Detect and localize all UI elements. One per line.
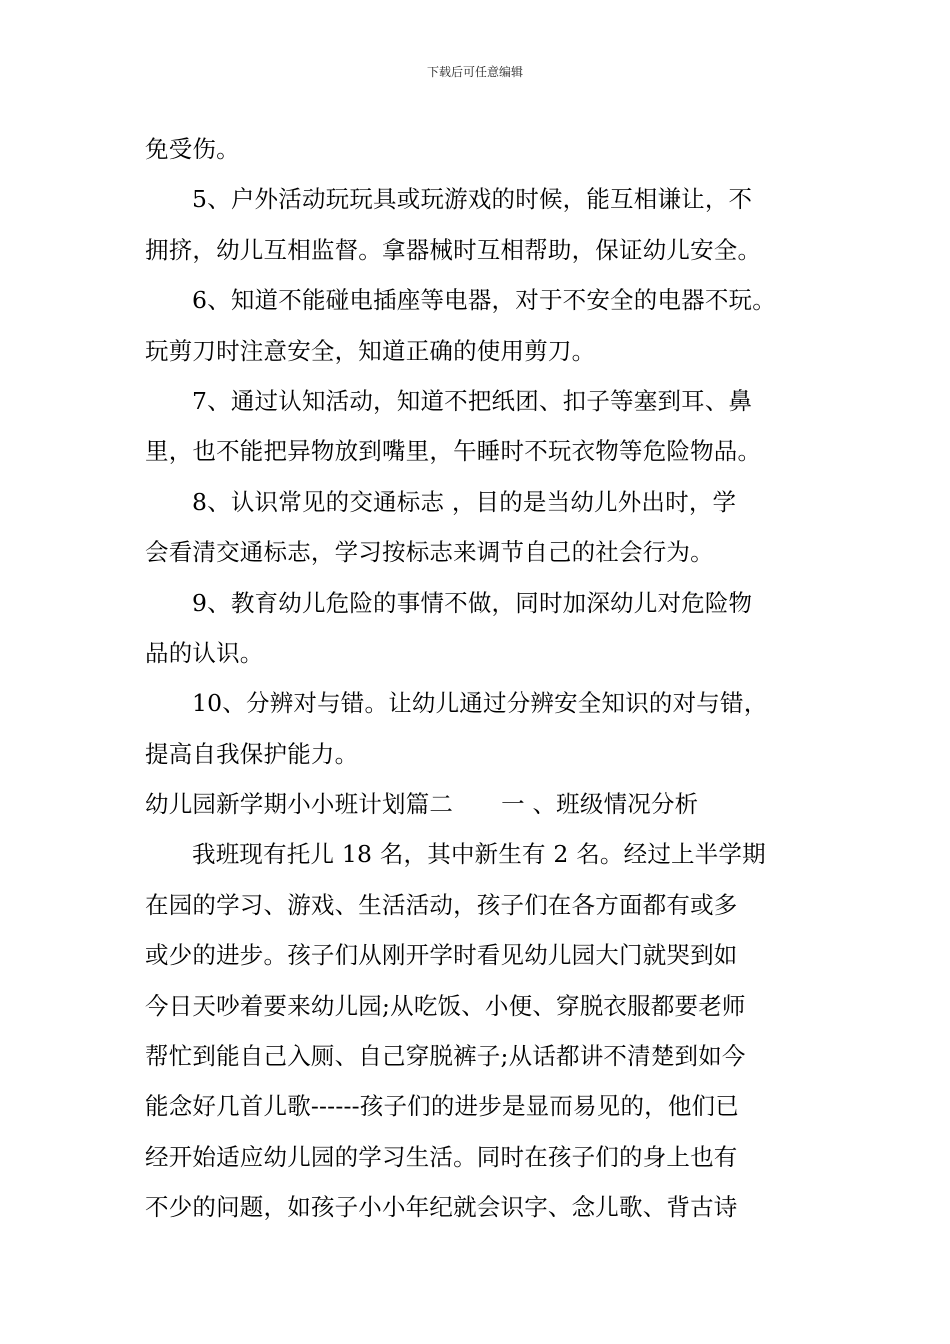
- text-line: 7、通过认知活动，知道不把纸团、扣子等塞到耳、鼻: [192, 386, 753, 415]
- text-line: 不少的问题，如孩子小小年纪就会识字、念儿歌、背古诗: [145, 1193, 738, 1222]
- text-line: 玩剪刀时注意安全，知道正确的使用剪刀。: [145, 336, 596, 365]
- text-line: 8、认识常见的交通标志 ，目的是当幼儿外出时，学: [192, 487, 737, 516]
- section-subtitle: 一 、班级情况分析: [501, 790, 699, 819]
- text-line: 能念好几首儿歌------孩子们的进步是显而易见的，他们已: [145, 1092, 739, 1121]
- text-line: 帮忙到能自己入厕、自己穿脱裤子;从话都讲不清楚到如今: [145, 1042, 746, 1071]
- text-line: 经开始适应幼儿园的学习生活。同时在孩子们的身上也有: [145, 1142, 738, 1171]
- text-line: 在园的学习、游戏、生活活动，孩子们在各方面都有或多: [145, 890, 738, 919]
- text-line: 或少的进步。孩子们从刚开学时看见幼儿园大门就哭到如: [145, 941, 738, 970]
- text-line: 拥挤，幼儿互相监督。拿器械时互相帮助，保证幼儿安全。: [145, 235, 762, 264]
- text-line: 免受伤。: [145, 135, 240, 163]
- text-line: 品的认识。: [145, 638, 264, 667]
- section-heading: [145, 779, 810, 829]
- text-line: 5、户外活动玩玩具或玩游戏的时候，能互相谦让，不: [192, 185, 753, 214]
- text-line: 会看清交通标志，学习按标志来调节自己的社会行为。: [145, 538, 714, 567]
- document-body: [145, 124, 810, 1233]
- page-header: 下载后可任意编辑: [426, 65, 523, 79]
- text-line: 我班现有托儿 18 名，其中新生有 2 名。经过上半学期: [192, 840, 766, 869]
- text-line: 6、知道不能碰电插座等电器，对于不安全的电器不玩。: [192, 286, 776, 315]
- text-line: 里，也不能把异物放到嘴里，午睡时不玩衣物等危险物品。: [145, 437, 762, 466]
- text-line: 9、教育幼儿危险的事情不做，同时加深幼儿对危险物: [192, 588, 753, 617]
- section-title: 幼儿园新学期小小班计划篇二: [145, 790, 454, 819]
- text-line: 今日天吵着要来幼儿园;从吃饭、小便、穿脱衣服都要老师: [145, 991, 746, 1020]
- text-line: 10、分辨对与错。让幼儿通过分辨安全知识的对与错，: [192, 689, 768, 718]
- text-line: 提高自我保护能力。: [145, 739, 359, 768]
